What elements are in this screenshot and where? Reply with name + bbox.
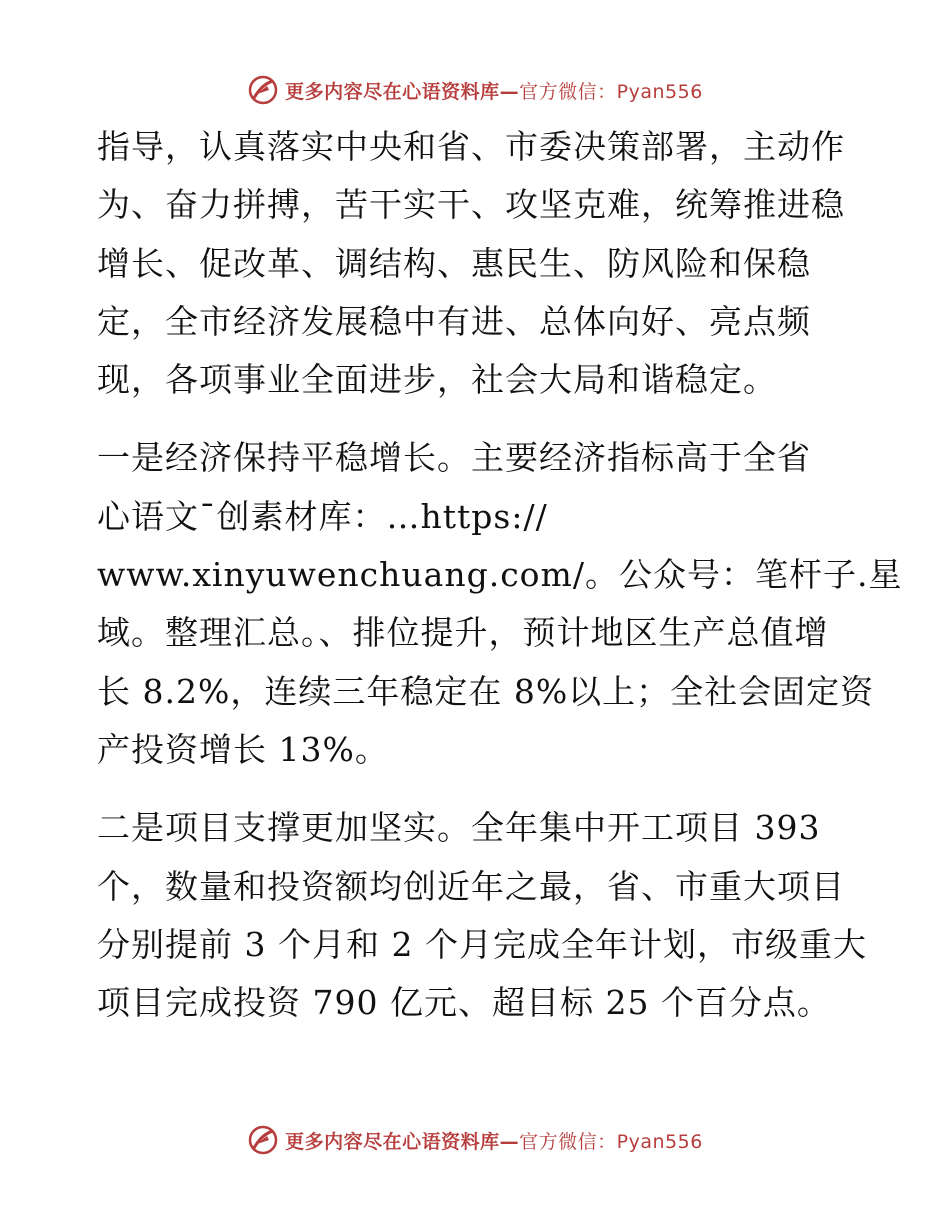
- text-line: 现，各项事业全面进步，社会大局和谐稳定。: [97, 360, 777, 400]
- text-line: 指导，认真落实中央和省、市委决策部署，主动作: [97, 127, 845, 166]
- text-line: 增长、促改革、调结构、惠民生、防风险和保稳: [97, 243, 811, 283]
- paragraph-economy: [97, 429, 903, 779]
- document-body: [97, 118, 903, 1032]
- text-line: 二是项目支撑更加坚实。全年集中开工项目 393: [97, 808, 821, 848]
- brand-logo-icon: [247, 74, 279, 106]
- banner-site-text: 更多内容尽在心语资料库—: [285, 80, 520, 103]
- text-line: 域。整理汇总。、排位提升，预计地区生产总值增: [97, 613, 829, 653]
- text-line: 为、奋力拼搏，苦干实干、攻坚克难，统筹推进稳: [97, 185, 845, 225]
- brand-logo-icon: [247, 1124, 279, 1156]
- banner-site-text: 更多内容尽在心语资料库—: [285, 1130, 520, 1153]
- footer-banner-text: [285, 1127, 703, 1154]
- text-line: 长 8.2%，连续三年稳定在 8%以上；全社会固定资: [97, 671, 875, 711]
- text-line: www.xinyuwenchuang.com/。公众号：笔杆子.星: [97, 555, 903, 595]
- text-line: 一是经济保持平稳增长。主要经济指标高于全省: [97, 438, 811, 478]
- paragraph-intro: [97, 118, 857, 409]
- paragraph-projects: [97, 799, 867, 1032]
- banner-wechat-text: 官方微信：Pyan556: [519, 80, 703, 103]
- text-line: 项目完成投资 790 亿元、超目标 25 个百分点。: [97, 983, 831, 1023]
- header-banner-text: [285, 77, 703, 104]
- text-line: 分别提前 3 个月和 2 个月完成全年计划，市级重大: [97, 924, 867, 964]
- header-banner: [0, 70, 950, 110]
- text-line: 心语文¯创素材库：…https://: [97, 496, 548, 536]
- footer-banner: [0, 1120, 950, 1160]
- banner-wechat-text: 官方微信：Pyan556: [519, 1130, 703, 1153]
- text-line: 定，全市经济发展稳中有进、总体向好、亮点频: [97, 301, 811, 341]
- text-line: 个，数量和投资额均创近年之最，省、市重大项目: [97, 866, 845, 906]
- text-line: 产投资增长 13%。: [97, 729, 389, 769]
